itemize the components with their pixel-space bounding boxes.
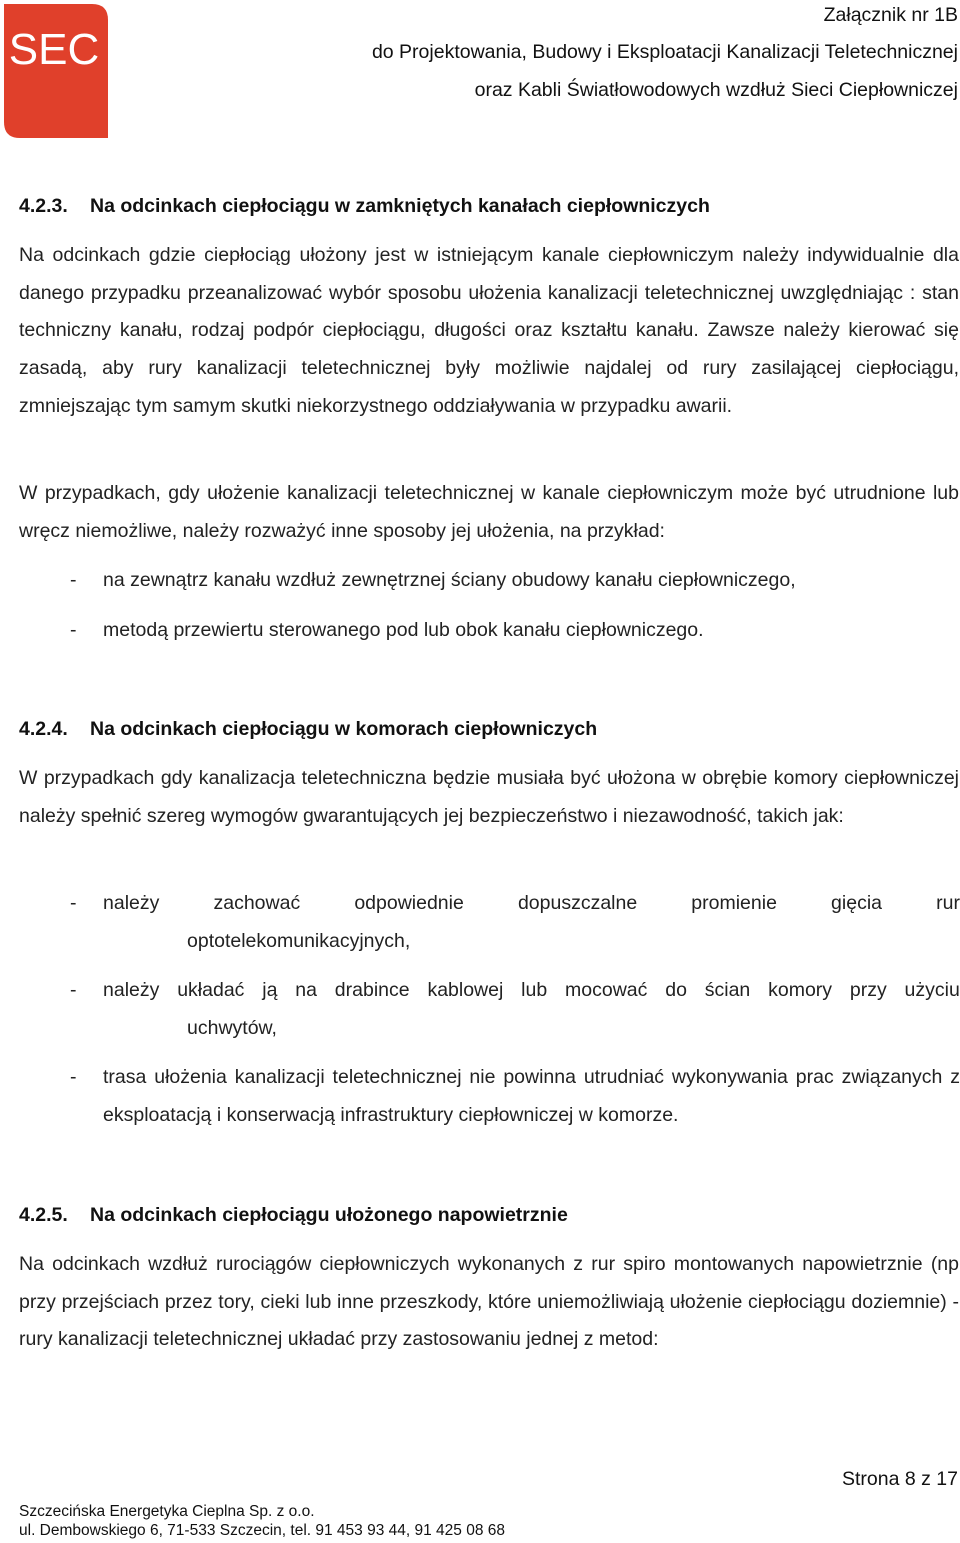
list-item [70,972,960,1047]
bullet-dash: - [70,979,77,1001]
list-item-word: zachować [213,892,301,914]
section-title: Na odcinkach ciepłociągu ułożonego napowietrznie [90,1204,568,1226]
paragraph: W przypadkach gdy kanalizacja teletechniczna będzie musiała być ułożona w obrębie komory ciepłowniczej należy spełnić szereg wymogów gwarantujących jej bezpieczeństwo i niezawodność, takich jak: [19,767,959,827]
list-item-word: do [665,979,687,1001]
header-subtitle-2: oraz Kabli Światłowodowych wzdłuż Sieci Ciepłowniczej [474,79,958,101]
section-title: Na odcinkach ciepłociągu w komorach ciepłowniczych [90,718,598,740]
list-item-continuation: optotelekomunikacyjnych, [187,929,411,952]
section-heading-4-2-4 [19,718,597,741]
footer-address: ul. Dembowskiego 6, 71-533 Szczecin, tel. 91 453 93 44, 91 425 08 68 [19,1522,505,1539]
list-item-word: przy [849,979,887,1001]
section-number: 4.2.5. [19,1204,68,1226]
list-item-text: metodą przewiertu sterowanego pod lub obok kanału ciepłowniczego. [103,619,704,641]
list-item-word: mocować [565,979,648,1001]
list-item-word: odpowiednie [354,892,464,914]
list-item-continuation: uchwytów, [187,1016,277,1039]
list-item-word: należy [103,979,160,1001]
list-item [70,612,960,650]
list-item-text: na zewnątrz kanału wzdłuż zewnętrznej ściany obudowy kanału ciepłowniczego, [103,569,796,591]
paragraph: W przypadkach, gdy ułożenie kanalizacji teletechnicznej w kanale ciepłowniczym może być utrudnione lub wręcz niemożliwe, należy rozważyć inne sposoby jej ułożenia, na przykład: [19,482,959,542]
page-number: Strona 8 z 17 [842,1468,958,1490]
list-item-word: układać [177,979,245,1001]
section-title: Na odcinkach ciepłociągu w zamkniętych kanałach ciepłowniczych [90,195,710,217]
list-item-word: komory [768,979,833,1001]
section-number: 4.2.3. [19,195,68,217]
list-item-word: drabince [334,979,410,1001]
section-number: 4.2.4. [19,718,68,740]
bullet-dash: - [70,892,77,914]
paragraph: Na odcinkach wzdłuż rurociągów ciepłowniczych wykonanych z rur spiro montowanych napowietrznie (np przy przejściach przez tory, cieki lub inne przeszkody, które uniemożliwiają ułożenie ciepłociągu doziemnie) - rury kanalizacji teletechnicznej układać przy zastosowaniu jednej z metod: [19,1253,959,1351]
section-heading-4-2-5 [19,1204,568,1227]
list-item-word: ścian [704,979,751,1001]
footer-company: Szczecińska Energetyka Cieplna Sp. z o.o. [19,1503,315,1520]
list-item-text [103,885,960,923]
logo-text: SEC [8,25,100,74]
header-subtitle-1: do Projektowania, Budowy i Eksploatacji Kanalizacji Teletechnicznej [371,41,958,63]
attachment-number: Załącznik nr 1B [823,4,958,26]
list-item-word: na [295,979,317,1001]
list-item-word: promienie [691,892,777,914]
bullet-dash: - [70,619,77,641]
list-item-word: kablowej [427,979,504,1001]
list-item-word: lub [521,979,548,1001]
list-item-word: należy [103,892,160,914]
list-item [70,1059,960,1134]
list-item-word: gięcia [831,892,882,914]
paragraph: Na odcinkach gdzie ciepłociąg ułożony jest w istniejącym kanale ciepłowniczym należy indywidualnie dla danego przypadku przeanalizować wybór sposobu ułożenia kanalizacji teletechnicznej uwzględniając : stan techniczny kanału, rodzaj podpór ciepłociągu, długości oraz kształtu kanału. Zawsze należy kierować się zasadą, aby rury kanalizacji teletechnicznej były możliwie najdalej od rury zasilającej ciepłociągu, zmniejszając tym samym skutki niekorzystnego oddziaływania w przypadku awarii. [19,244,959,417]
bullet-dash: - [70,569,77,591]
list-item-word: dopuszczalne [517,892,638,914]
list-item-text: trasa ułożenia kanalizacji teletechnicznej nie powinna utrudniać wykonywania prac związanych z eksploatacją i konserwacją infrastruktury ciepłowniczej w komorze. [103,1066,960,1126]
list-item [70,885,960,960]
list-item-word: użyciu [904,979,960,1001]
sec-logo [4,4,108,138]
section-heading-4-2-3 [19,195,710,218]
list-item [70,562,960,600]
bullet-dash: - [70,1066,77,1088]
list-item-word: ją [262,979,278,1001]
list-item-word: rur [936,892,960,914]
list-item-text [103,972,960,1010]
